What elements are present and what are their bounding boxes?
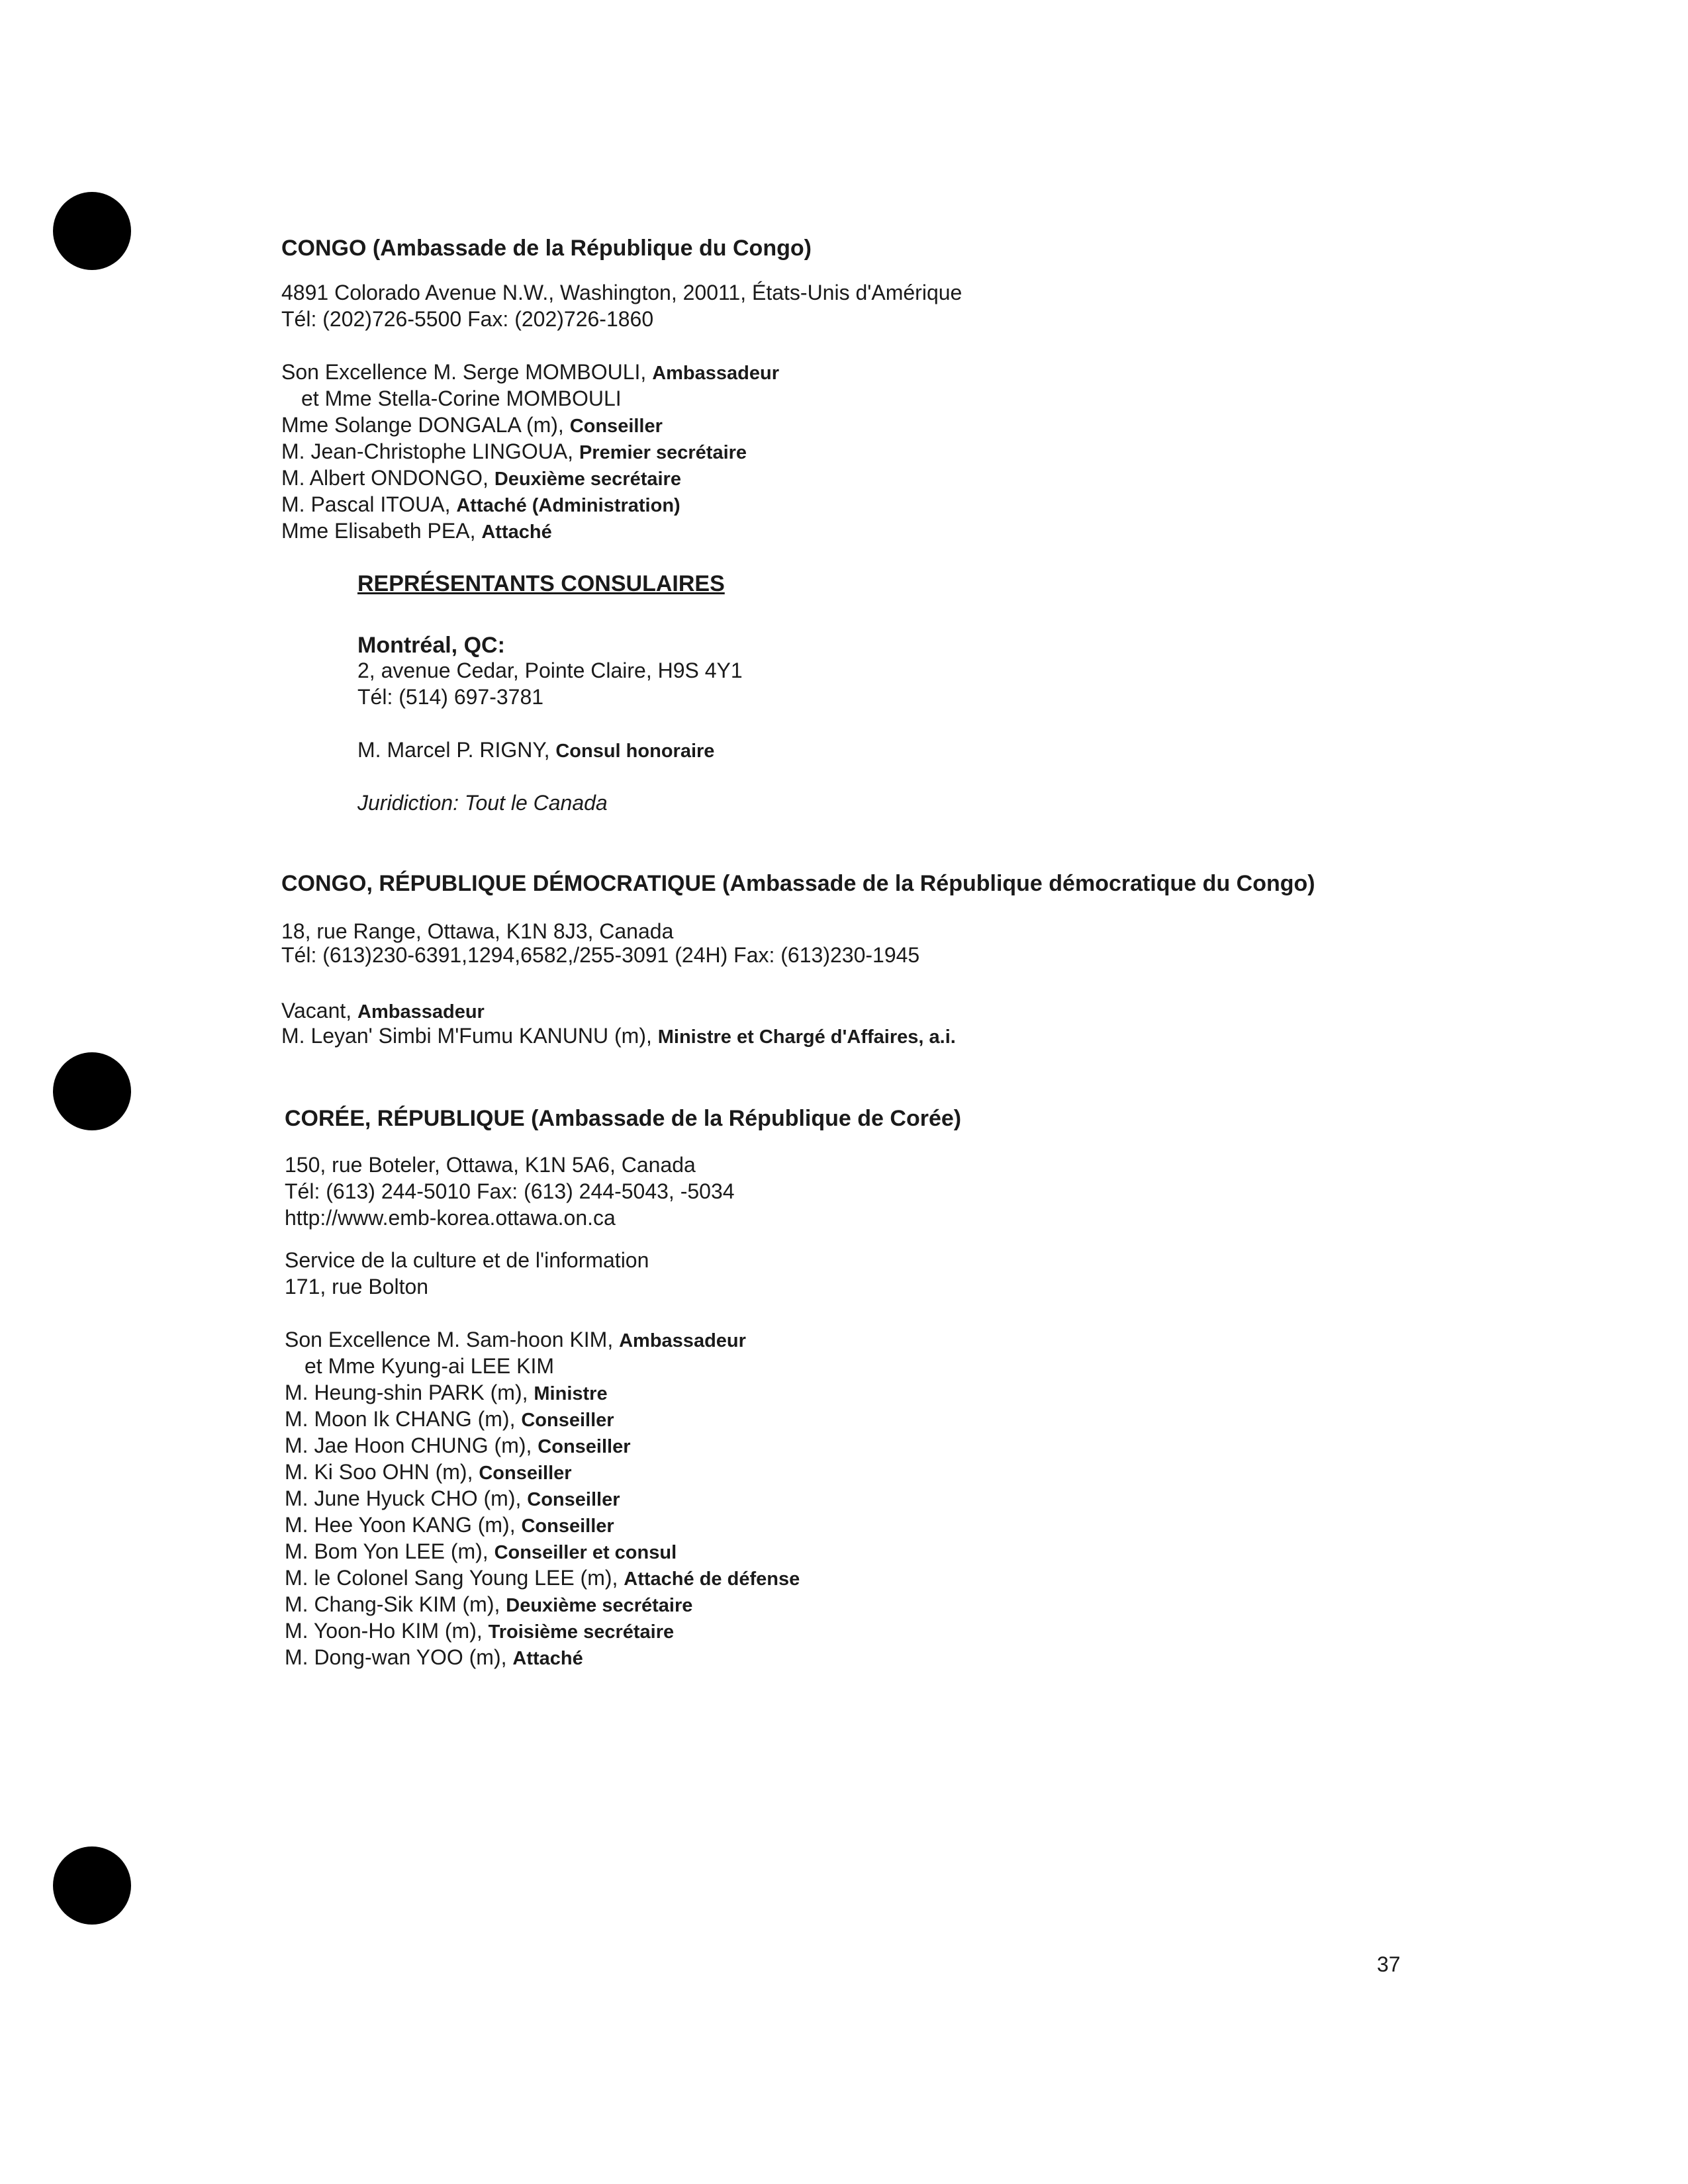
staff-entry: M. Pascal ITOUA, Attaché (Administration)	[281, 492, 680, 516]
staff-entry: Son Excellence M. Sam-hoon KIM, Ambassadeur	[285, 1328, 746, 1351]
page-number: 37	[1377, 1952, 1401, 1976]
address-line: 18, rue Range, Ottawa, K1N 8J3, Canada	[281, 919, 674, 943]
staff-entry: M. Bom Yon LEE (m), Conseiller et consul	[285, 1539, 677, 1563]
consular-person: M. Marcel P. RIGNY, Consul honoraire	[357, 738, 715, 762]
staff-entry: M. Dong-wan YOO (m), Attaché	[285, 1645, 583, 1669]
staff-entry: M. Hee Yoon KANG (m), Conseiller	[285, 1513, 614, 1537]
binder-hole-bottom	[53, 1846, 131, 1925]
consular-heading: REPRÉSENTANTS CONSULAIRES	[357, 571, 725, 596]
website-line: http://www.emb-korea.ottawa.on.ca	[285, 1206, 616, 1230]
staff-entry: et Mme Stella-Corine MOMBOULI	[301, 387, 622, 410]
address-line: 4891 Colorado Avenue N.W., Washington, 20011, États-Unis d'Amérique	[281, 281, 962, 304]
binder-hole-top	[53, 192, 131, 270]
staff-entry: M. Heung-shin PARK (m), Ministre	[285, 1381, 608, 1404]
section-heading: CONGO (Ambassade de la République du Congo)	[281, 236, 812, 261]
staff-entry: M. Leyan' Simbi M'Fumu KANUNU (m), Ministre et Chargé d'Affaires, a.i.	[281, 1024, 956, 1048]
consular-jurisdiction: Juridiction: Tout le Canada	[357, 791, 608, 815]
address-line: 150, rue Boteler, Ottawa, K1N 5A6, Canada	[285, 1153, 696, 1177]
staff-entry: M. Jean-Christophe LINGOUA, Premier secrétaire	[281, 439, 747, 463]
section-heading: CONGO, RÉPUBLIQUE DÉMOCRATIQUE (Ambassade de la République démocratique du Congo)	[281, 871, 1315, 896]
service-line: Service de la culture et de l'information	[285, 1248, 649, 1272]
staff-entry: Vacant, Ambassadeur	[281, 999, 485, 1023]
phone-line: Tél: (613) 244-5010 Fax: (613) 244-5043, -5034	[285, 1179, 735, 1203]
staff-entry: M. Yoon-Ho KIM (m), Troisième secrétaire	[285, 1619, 675, 1643]
staff-entry: M. le Colonel Sang Young LEE (m), Attaché de défense	[285, 1566, 800, 1590]
staff-entry: et Mme Kyung-ai LEE KIM	[305, 1354, 555, 1378]
phone-line: Tél: (613)230-6391,1294,6582,/255-3091 (24H) Fax: (613)230-1945	[281, 943, 920, 967]
binder-hole-middle	[53, 1052, 131, 1130]
staff-entry: M. Moon Ik CHANG (m), Conseiller	[285, 1407, 614, 1431]
staff-entry: Mme Solange DONGALA (m), Conseiller	[281, 413, 663, 437]
staff-entry: Son Excellence M. Serge MOMBOULI, Ambassadeur	[281, 360, 780, 384]
consular-phone: Tél: (514) 697-3781	[357, 685, 544, 709]
phone-line: Tél: (202)726-5500 Fax: (202)726-1860	[281, 307, 654, 331]
consular-city: Montréal, QC:	[357, 633, 505, 658]
staff-entry: M. Ki Soo OHN (m), Conseiller	[285, 1460, 572, 1484]
staff-entry: M. Jae Hoon CHUNG (m), Conseiller	[285, 1433, 631, 1457]
consular-address: 2, avenue Cedar, Pointe Claire, H9S 4Y1	[357, 659, 743, 682]
staff-entry: M. Chang-Sik KIM (m), Deuxième secrétaire	[285, 1592, 693, 1616]
service-address: 171, rue Bolton	[285, 1275, 429, 1298]
section-heading: CORÉE, RÉPUBLIQUE (Ambassade de la République de Corée)	[285, 1106, 962, 1131]
staff-entry: M. June Hyuck CHO (m), Conseiller	[285, 1486, 620, 1510]
staff-entry: Mme Elisabeth PEA, Attaché	[281, 519, 552, 543]
staff-entry: M. Albert ONDONGO, Deuxième secrétaire	[281, 466, 681, 490]
